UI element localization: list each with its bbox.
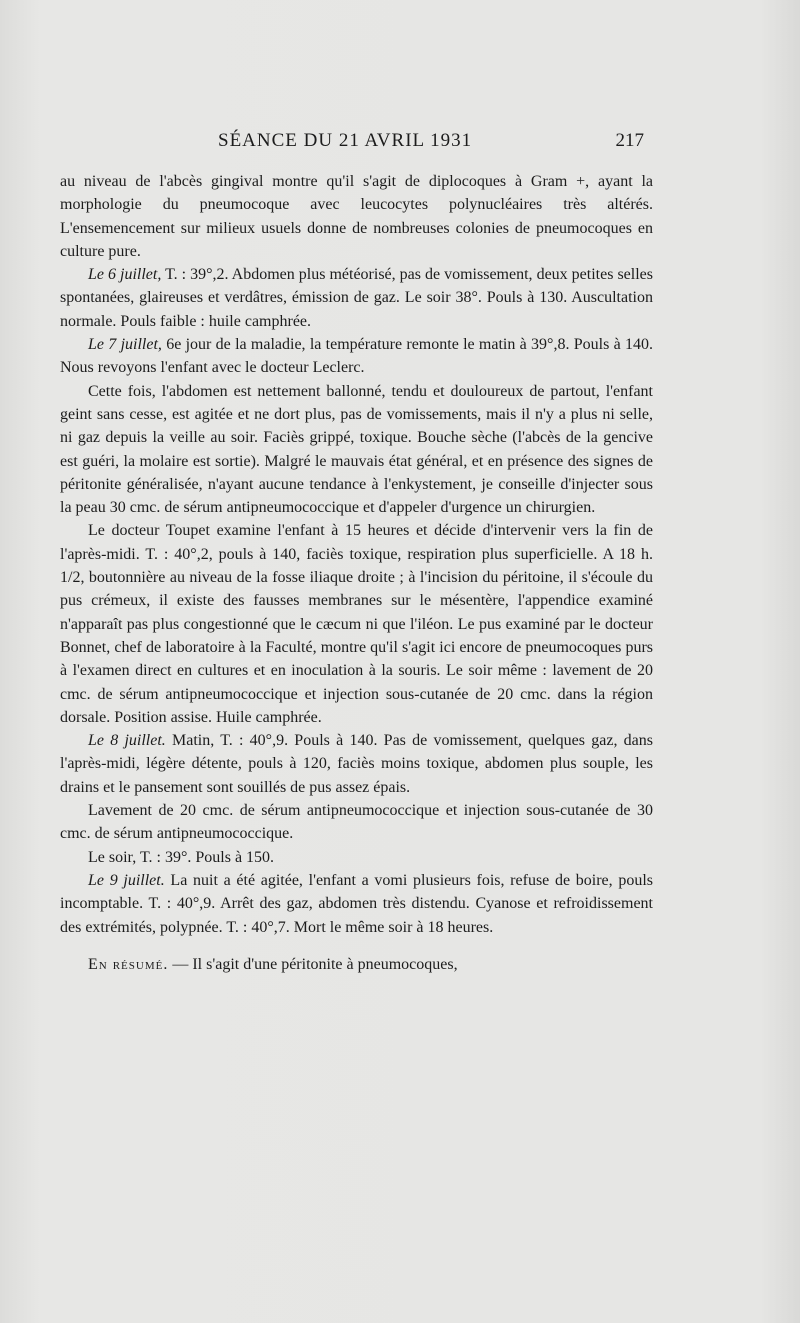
date-label: Le 8 juillet. — [88, 732, 166, 750]
summary-paragraph — [60, 953, 653, 976]
summary-lead: En résumé. — [88, 955, 169, 973]
paragraph — [60, 869, 653, 939]
date-label: Le 9 juillet. — [88, 871, 165, 889]
page-number: 217 — [615, 130, 644, 151]
paragraph — [60, 333, 653, 380]
paragraph-text: La nuit a été agitée, l'enfant a vomi plusieurs fois, refuse de boire, pouls incomptable. T. : 40°,9. Arrêt des gaz, abdomen très distendu. Cyanose et refroidissement des extrémités, polypnée. T. : 40°,7. Mort le même soir à 18 heures. — [60, 871, 654, 936]
paragraph-text: 6e jour de la maladie, la température remonte le matin à 39°,8. Pouls à 140. Nous revoyons l'enfant avec le docteur Leclerc. — [60, 336, 654, 377]
date-label: Le 7 juillet, — [88, 336, 162, 354]
summary-text: — Il s'agit d'une péritonite à pneumocoques, — [168, 955, 458, 973]
paragraph-text: T. : 39°,2. Abdomen plus météorisé, pas de vomissement, deux petites selles spontanées, glaireuses et verdâtres, émission de gaz. Le soir 38°. Pouls à 130. Auscultation normale. Pouls faible : huile camphrée. — [60, 266, 654, 330]
date-label: Le 6 juillet, — [88, 266, 162, 284]
running-title: SÉANCE DU 21 AVRIL 1931 — [218, 130, 473, 151]
body-text — [60, 170, 653, 976]
paragraph: Le docteur Toupet examine l'enfant à 15 heures et décide d'intervenir vers la fin de l'après-midi. T. : 40°,2, pouls à 140, faciès toxique, respiration plus superficielle. A 18 h. 1/2, boutonnière au niveau de la fosse iliaque droite ; à l'incision du péritoine, il s'écoule du pus crémeux, il existe des fausses membranes sur le mésentère, l'appendice examiné n'apparaît pas plus congestionné que le cæcum ni que l'iléon. Le pus examiné par le docteur Bonnet, chef de laboratoire à la Faculté, montre qu'il s'agit ici encore de pneumocoques purs à l'examen direct en cultures et en inoculation à la souris. Le soir même : lavement de 20 cmc. de sérum antipneumococcique et injection sous-cutanée de 20 cmc. dans la région dorsale. Position assise. Huile camphrée. — [60, 522, 653, 726]
paragraph: Lavement de 20 cmc. de sérum antipneumococcique et injection sous-cutanée de 30 cmc. de sérum antipneumococcique. — [60, 802, 653, 843]
page-header — [60, 130, 644, 162]
paragraph — [60, 263, 653, 333]
paragraph: Cette fois, l'abdomen est nettement ballonné, tendu et douloureux de partout, l'enfant geint sans cesse, est agitée et ne dort plus, pas de vomissements, mais il n'y a plus ni selle, ni gaz depuis la veille au soir. Faciès grippé, toxique. Bouche sèche (l'abcès de la gencive est guéri, la molaire est sortie). Malgré le mauvais état général, et en présence des signes de péritonite généralisée, n'ayant aucune tendance à l'enkystement, je conseille d'injecter sous la peau 30 cmc. de sérum antipneumococcique et d'appeler d'urgence un chirurgien. — [60, 382, 653, 517]
paragraph: au niveau de l'abcès gingival montre qu'il s'agit de diplocoques à Gram +, ayant la morphologie du pneumocoque avec leucocytes polynucléaires très altérés. L'ensemencement sur milieux usuels donne de nombreuses colonies de pneumocoques en culture pure. — [60, 173, 653, 260]
paragraph-text: Matin, T. : 40°,9. Pouls à 140. Pas de vomissement, quelques gaz, dans l'après-midi, légère détente, pouls à 120, faciès moins toxique, abdomen plus souple, les drains et le pansement sont souillés de pus assez épais. — [60, 732, 654, 796]
paragraph — [60, 729, 653, 799]
paragraph: Le soir, T. : 39°. Pouls à 150. — [88, 848, 275, 866]
